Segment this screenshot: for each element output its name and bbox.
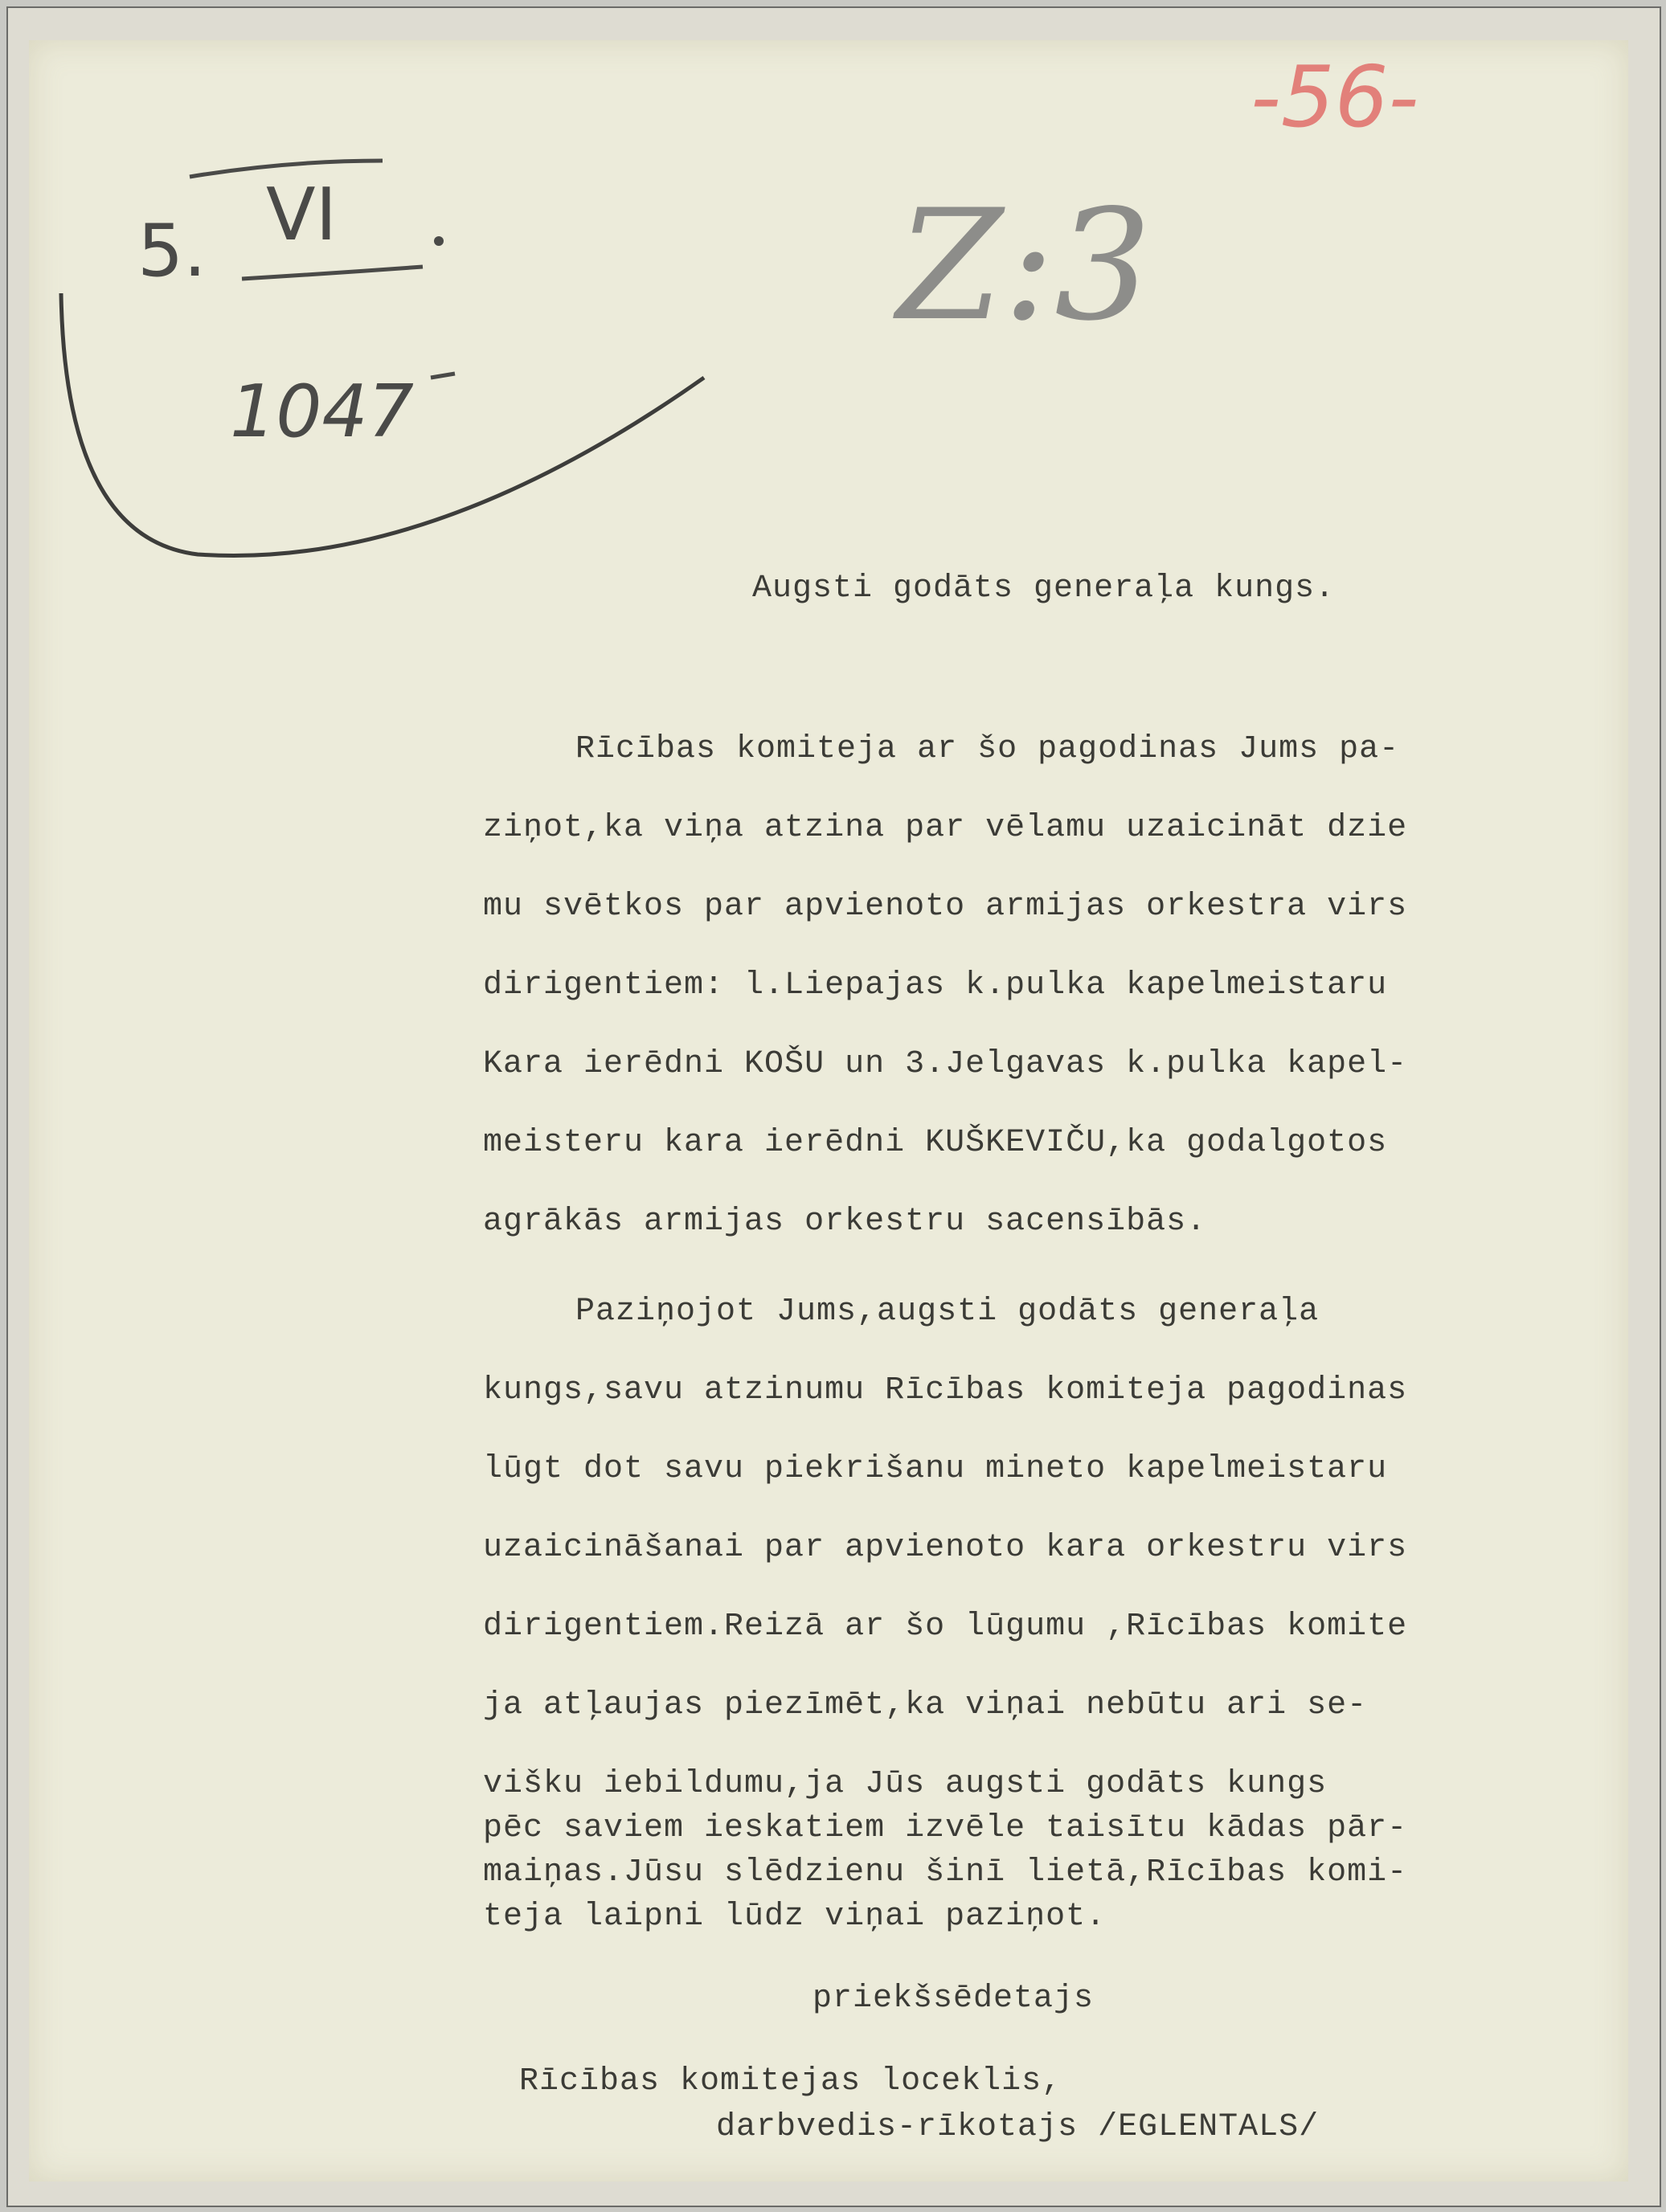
document-page bbox=[29, 40, 1628, 2181]
body-line-5: Kara ierēdni KOŠU un 3.Jelgavas k.pulka kapel- bbox=[483, 1046, 1408, 1082]
body-line-7: agrākās armijas orkestru sacensībās. bbox=[483, 1204, 1207, 1240]
date-mark-year: 1047 bbox=[230, 370, 415, 454]
body-line-11: uzaicināšanai par apvienoto kara orkestru virs bbox=[483, 1530, 1408, 1566]
body-line-14: višku iebildumu,ja Jūs augsti godāts kungs bbox=[483, 1766, 1328, 1802]
body-line-15: pēc saviem ieskatiem izvēle taisītu kādas pār- bbox=[483, 1810, 1408, 1846]
body-line-12: dirigentiem.Reizā ar šo lūgumu ,Rīcības komite bbox=[483, 1609, 1408, 1645]
salutation: Augsti godāts generaļa kungs. bbox=[752, 570, 1336, 607]
body-line-4: dirigentiem: l.Liepajas k.pulka kapelmeistaru bbox=[483, 967, 1388, 1004]
year-dash bbox=[431, 374, 455, 378]
body-line-16: maiņas.Jūsu slēdzienu šinī lietā,Rīcības komi- bbox=[483, 1854, 1408, 1891]
body-line-1: Rīcības komiteja ar šo pagodinas Jums pa- bbox=[575, 731, 1400, 767]
date-dot bbox=[434, 236, 444, 246]
pencil-notation: Z:3 bbox=[897, 177, 1152, 354]
body-line-6: meisteru kara ierēdni KUŠKEVIČU,ka godalgotos bbox=[483, 1125, 1388, 1161]
body-line-17: teja laipni lūdz viņai paziņot. bbox=[483, 1899, 1107, 1935]
archive-number: -56- bbox=[1251, 48, 1419, 146]
body-line-10: lūgt dot savu piekrišanu mineto kapelmeistaru bbox=[483, 1451, 1388, 1487]
signature-line-2: darbvedis-rīkotajs /EGLENTALS/ bbox=[716, 2109, 1320, 2145]
body-line-8: Paziņojot Jums,augsti godāts generaļa bbox=[575, 1294, 1320, 1330]
signature-line-1: Rīcības komitejas loceklis, bbox=[519, 2063, 1062, 2100]
signoff-title: priekšsēdetajs bbox=[813, 1981, 1095, 2017]
body-line-13: ja atļaujas piezīmēt,ka viņai nebūtu ari se- bbox=[483, 1687, 1368, 1723]
body-line-3: mu svētkos par apvienoto armijas orkestra virs bbox=[483, 889, 1408, 925]
date-underline-stroke bbox=[242, 267, 423, 279]
date-mark-day: 5. bbox=[137, 209, 207, 293]
body-line-9: kungs,savu atzinumu Rīcības komiteja pagodinas bbox=[483, 1372, 1408, 1409]
date-mark-month: VI bbox=[266, 173, 338, 257]
body-line-2: ziņot,ka viņa atzina par vēlamu uzaicināt dzie bbox=[483, 810, 1408, 846]
